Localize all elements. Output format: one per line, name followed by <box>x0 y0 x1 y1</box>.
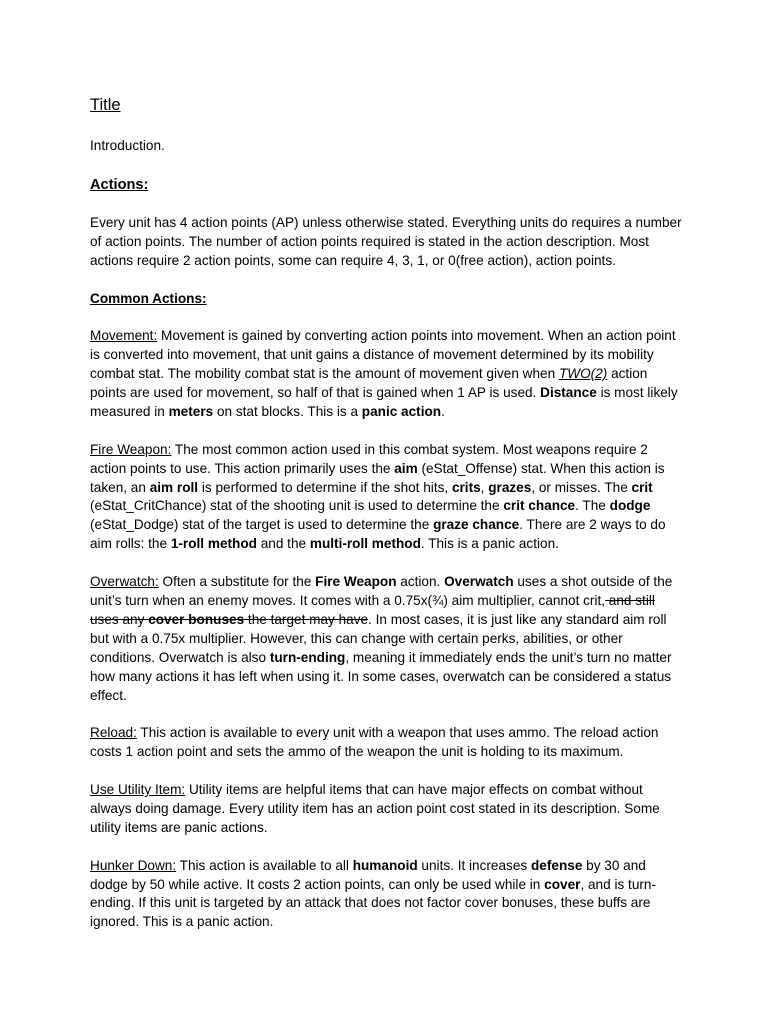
hunker-down-paragraph <box>90 857 682 933</box>
movement-distance-bold: Distance <box>540 385 597 401</box>
movement-text-2: action points are used for movement, so half of that is gained when 1 AP is used. <box>90 366 648 401</box>
fire-critchance-bold: crit chance <box>503 498 576 514</box>
fire-aimroll-bold: aim roll <box>149 479 199 495</box>
hunker-humanoid-bold: humanoid <box>352 857 418 873</box>
fire-multiroll-bold: multi-roll method <box>309 536 421 552</box>
hunker-text-2: units. It increases <box>417 857 531 873</box>
fire-dodge-bold: dodge <box>609 498 651 514</box>
fire-text-2: (eStat_Offense) stat. When this action is taken, an <box>90 460 665 495</box>
fire-text-3: is performed to determine if the shot hits, <box>198 479 452 495</box>
fire-text-7: . The <box>575 498 610 514</box>
overwatch-text-3: uses a shot outside of the unit’s turn when an enemy moves. It comes with a 0.75x(¾) aim multiplier, cannot crit, <box>90 574 673 608</box>
movement-meters-bold: meters <box>168 403 214 419</box>
hunker-text-3: by 30 and dodge by 50 while active. It costs 2 action points, can only be used while in <box>90 857 646 892</box>
utility-item-term: Use Utility Item: <box>90 782 186 797</box>
hunker-down-term: Hunker Down: <box>90 857 177 873</box>
fire-grazechance-bold: graze chance <box>433 517 520 533</box>
fire-text-4: , <box>480 479 489 495</box>
overwatch-strike-text-2: the target may have <box>244 611 369 627</box>
utility-text-1: Utility items are helpful items that can have major effects on combat without always doing damage. Every utility item has an action point cost stated in its description. Some utility items are panic actions. <box>90 782 660 835</box>
movement-text-4: on stat blocks. This is a <box>213 403 362 419</box>
movement-two-emphasis: TWO(2) <box>558 366 608 382</box>
movement-panic-bold: panic action <box>361 403 442 419</box>
fire-text-5: , or misses. The <box>531 479 632 495</box>
introduction-text: Introduction. <box>90 138 165 153</box>
movement-text-1: Movement is gained by converting action points into movement. When an action point is converted into movement, that unit gains a distance of movement determined by its mobility combat stat. The mobility combat stat is the amount of movement given when <box>90 328 676 382</box>
reload-paragraph <box>90 724 682 762</box>
fire-grazes-bold: grazes <box>488 479 532 495</box>
overwatch-strike-bold: cover bonuses <box>148 611 245 627</box>
fire-text-10: and the <box>256 536 310 552</box>
fire-text-6: (eStat_CritChance) stat of the shooting unit is used to determine the <box>90 498 504 514</box>
actions-intro-paragraph: Every unit has 4 action points (AP) unless otherwise stated. Everything units do requires a number of action points. The number of action points required is stated in the action description. Most actions require 2 action points, some can require 4, 3, 1, or 0(free action), action points. <box>90 214 682 268</box>
fire-crit-bold: crit <box>631 479 653 495</box>
document-page <box>90 90 682 951</box>
reload-term: Reload: <box>90 725 137 741</box>
utility-item-paragraph <box>90 781 682 838</box>
fire-weapon-term: Fire Weapon: <box>90 441 172 457</box>
overwatch-overwatch-bold: Overwatch <box>444 574 514 590</box>
fire-weapon-paragraph <box>90 441 682 554</box>
common-actions-heading: Common Actions: <box>90 290 207 306</box>
reload-text-1: This action is available to every unit with a weapon that uses ammo. The reload action costs 1 action point and sets the ammo of the weapon the unit is holding to its maximum. <box>90 725 659 760</box>
fire-text-1: The most common action used in this combat system. Most weapons require 2 action points to use. This action primarily uses the <box>90 441 648 476</box>
movement-paragraph <box>90 327 682 422</box>
hunker-defense-bold: defense <box>531 857 583 873</box>
movement-text-5: . <box>441 403 445 419</box>
fire-aim-bold: aim <box>394 460 418 476</box>
overwatch-text-5: , meaning it immediately ends the unit’s turn no matter how many actions it has left when using it. In some cases, overwatch can be considered a status effect. <box>90 649 672 703</box>
overwatch-paragraph <box>90 573 682 705</box>
movement-term: Movement: <box>90 328 158 344</box>
fire-text-9: . There are 2 ways to do aim rolls: the <box>90 517 666 552</box>
fire-crits-bold: crits <box>451 479 481 495</box>
movement-text-3: is most likely measured in <box>90 385 678 419</box>
overwatch-term: Overwatch: <box>90 574 159 590</box>
fire-text-8: (eStat_Dodge) stat of the target is used to determine the <box>90 517 434 533</box>
document-title: Title <box>90 96 121 114</box>
fire-text-11: . This is a panic action. <box>420 536 559 552</box>
overwatch-text-4: . In most cases, it is just like any standard aim roll but with a 0.75x multiplier. However, this can change with certain perks, abilities, or other conditions. Overwatch is also <box>90 611 667 665</box>
hunker-text-1: This action is available to all <box>176 857 353 873</box>
hunker-cover-bold: cover <box>544 876 581 892</box>
actions-heading: Actions: <box>90 176 149 193</box>
overwatch-turnending-bold: turn-ending <box>269 649 346 665</box>
overwatch-strike-text-1: and still uses any <box>90 592 655 627</box>
overwatch-text-1: Often a substitute for the <box>158 574 316 590</box>
hunker-text-4: , and is turn-ending. If this unit is targeted by an attack that does not factor cover bonuses, these buffs are ignored. This is a panic action. <box>90 876 656 930</box>
overwatch-text-2: action. <box>396 574 445 590</box>
fire-oneroll-bold: 1-roll method <box>170 536 257 552</box>
overwatch-fireweapon-bold: Fire Weapon <box>315 574 397 590</box>
